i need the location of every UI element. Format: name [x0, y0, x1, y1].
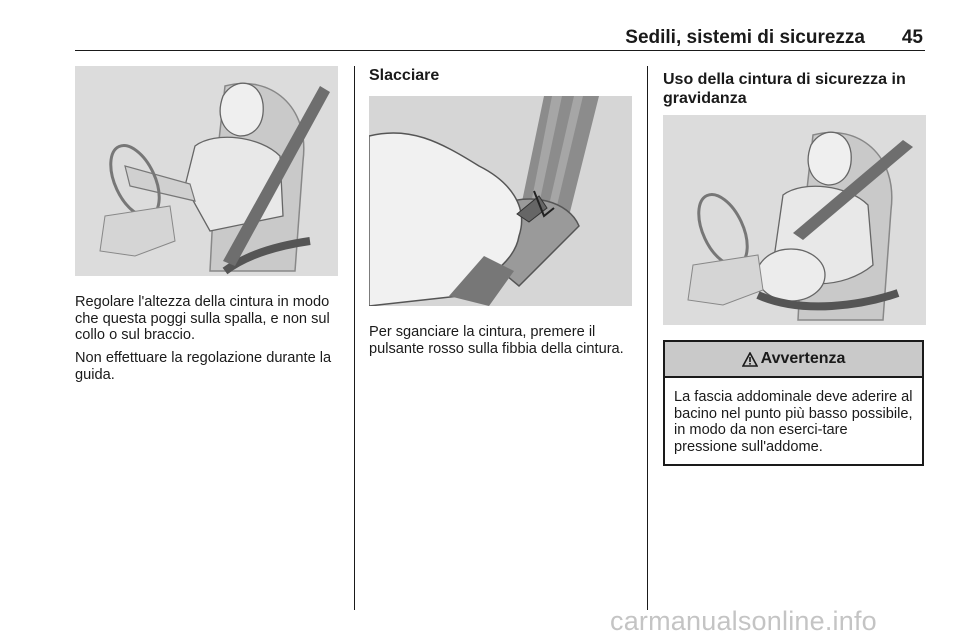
warning-title: Avvertenza [760, 350, 846, 367]
belt-buckle-release-figure [369, 96, 632, 306]
col1-paragraph-2: Non effettuare la regolazione durante la guida. [75, 350, 332, 383]
section-heading-gravidanza: Uso della cintura di sicurezza in gravidanza [663, 71, 906, 107]
col1-paragraph-1: Regolare l'altezza della cintura in modo che questa poggi sulla spalla, e non sul collo o sul braccio. [75, 294, 330, 343]
page-number: 45 [901, 27, 923, 48]
column-divider-1 [354, 66, 355, 610]
section-heading-slacciare: Slacciare [369, 67, 440, 84]
pregnant-driver-seatbelt-figure [663, 115, 926, 325]
seat-height-adjustment-figure [75, 66, 338, 276]
warning-text: La fascia addominale deve aderire al bacino nel punto più basso possibile, in modo da non eserci-tare pressione sull'addome. [674, 389, 913, 455]
watermark: carmanualsonline.info [610, 606, 877, 636]
warning-header [665, 342, 922, 378]
warning-box [663, 340, 924, 466]
warning-triangle-icon [742, 352, 758, 367]
header-divider [75, 50, 925, 51]
col2-paragraph: Per sganciare la cintura, premere il pulsante rosso sulla fibbia della cintura. [369, 324, 624, 357]
column-divider-2 [647, 66, 648, 610]
page-title: Sedili, sistemi di sicurezza [625, 27, 865, 48]
